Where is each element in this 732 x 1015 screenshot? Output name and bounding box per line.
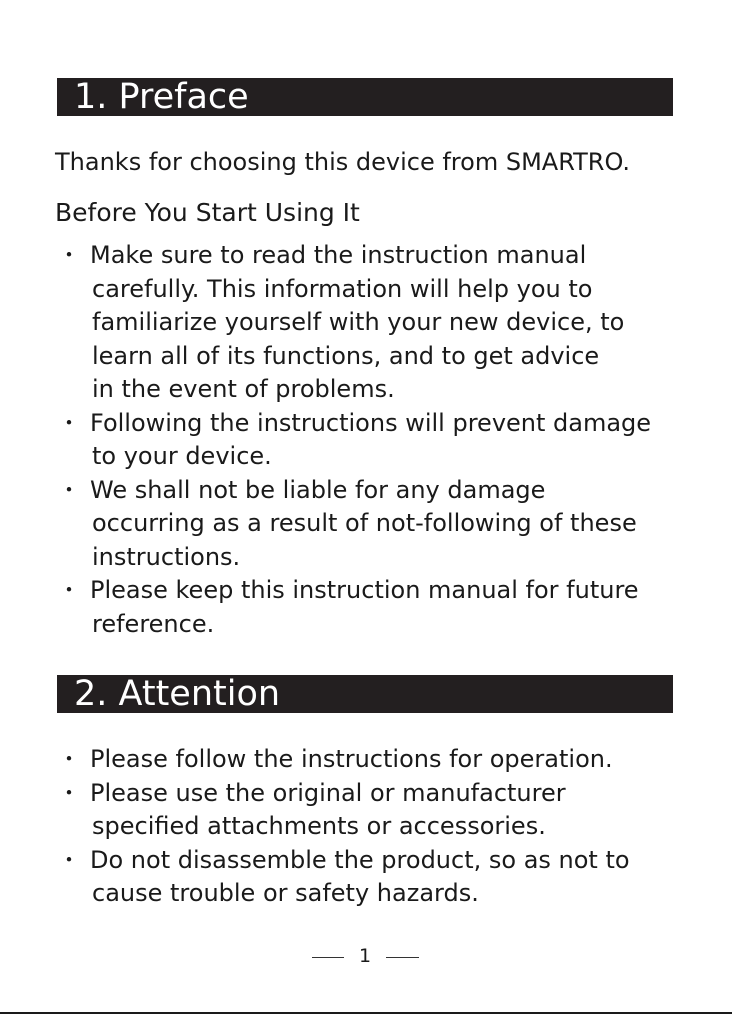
bullet-line: occurring as a result of not-following of these [92, 509, 637, 537]
attention-heading-bar [57, 675, 673, 713]
footer-rule-left [312, 957, 344, 958]
list-item [57, 743, 717, 777]
bullet-line: learn all of its functions, and to get advice [92, 341, 600, 370]
bullet-line: Please keep this instruction manual for future [90, 576, 639, 604]
list-item [57, 407, 717, 474]
bullet-line: Make sure to read the instruction manual [90, 241, 587, 269]
bullet-line: Please use the original or manufacturer [90, 778, 566, 807]
bullet-line: in the event of problems. [92, 375, 395, 403]
bullet-line: Following the instructions will prevent damage [90, 408, 652, 437]
bottom-border [0, 1012, 732, 1014]
preface-bullet-list [57, 239, 717, 641]
bullet-line: to your device. [92, 442, 272, 470]
page-number: 1 [358, 945, 372, 967]
bullet-line: Please follow the instructions for operation. [90, 745, 613, 773]
list-item [57, 844, 717, 911]
bullet-line: instructions. [92, 542, 241, 571]
bullet-dot: ・ [57, 845, 81, 874]
preface-heading: 1. Preface [74, 78, 249, 116]
list-item [57, 574, 717, 641]
bullet-line: We shall not be liable for any damage [90, 475, 546, 504]
bullet-line: Do not disassemble the product, so as not to [90, 845, 630, 874]
bullet-dot: ・ [57, 576, 81, 604]
attention-heading: 2. Attention [74, 675, 281, 713]
bullet-line: specified attachments or accessories. [92, 812, 546, 840]
bullet-dot: ・ [57, 475, 81, 504]
preface-intro: Thanks for choosing this device from SMARTRO. [55, 148, 631, 176]
preface-subheading: Before You Start Using It [55, 198, 360, 227]
list-item [57, 474, 717, 575]
bullet-line: cause trouble or safety hazards. [92, 879, 479, 907]
footer-rule-right [386, 957, 419, 958]
bullet-dot: ・ [57, 241, 81, 269]
list-item [57, 777, 717, 844]
bullet-dot: ・ [57, 408, 81, 437]
attention-bullet-list [57, 743, 717, 911]
bullet-line: familiarize yourself with your new device, to [92, 308, 625, 336]
preface-heading-bar [57, 78, 673, 116]
bullet-line: carefully. This information will help you to [92, 274, 593, 303]
list-item [57, 239, 717, 407]
bullet-dot: ・ [57, 778, 81, 807]
bullet-line: reference. [92, 609, 215, 638]
bullet-dot: ・ [57, 745, 81, 773]
page-footer [0, 944, 732, 968]
